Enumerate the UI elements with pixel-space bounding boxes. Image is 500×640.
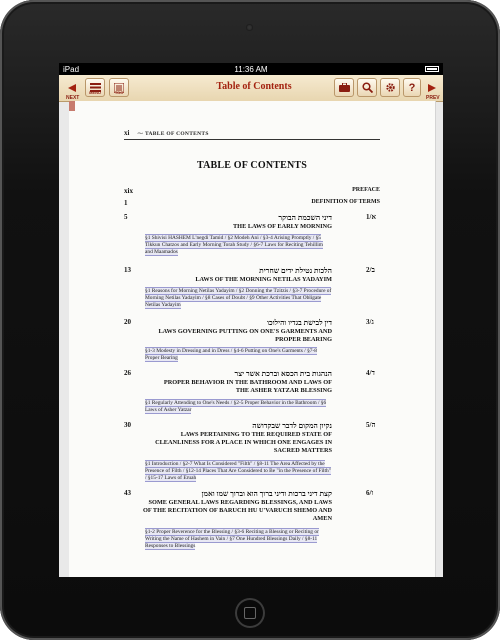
section-links[interactable]: §1 Introduction / §2-7 What Is Considered "Filth" / §8-11 The Area Affected by the Presence of Filth / §12-14 Places That Are Considered to Be "in the Presence of Filth" / §15-17 Laws of Eruah: [145, 461, 331, 482]
chapter-page: 30: [124, 421, 131, 429]
entry-page: xix: [124, 187, 133, 195]
next-button[interactable]: [63, 78, 81, 101]
chapter-number: א/1: [366, 213, 376, 221]
home-button[interactable]: [235, 598, 265, 628]
chapter-page: 20: [124, 318, 131, 326]
library-button[interactable]: [334, 78, 354, 97]
running-head-label: TABLE OF CONTENTS: [144, 131, 209, 137]
chapter-hebrew-title: נקיון המקום לדבר שבקדושה: [252, 421, 332, 430]
prev-button[interactable]: [423, 78, 441, 101]
chapter-title: LAWS GOVERNING PUTTING ON ONE'S GARMENTS AND PROPER BEARING: [158, 328, 332, 343]
chapter-hebrew-title: הנהגות בית הכסא וברכת אשר יצר: [234, 369, 332, 378]
help-button[interactable]: [403, 78, 421, 97]
chapter-page: 43: [124, 489, 131, 497]
chapter-title: SOME GENERAL LAWS REGARDING BLESSINGS, AND LAWS OF THE RECITATION OF BARUCH HU U'VARUCH SHEMO AND AMEN: [142, 499, 332, 522]
entry-page: 1: [124, 199, 128, 207]
chapter-number: ד/4: [366, 369, 375, 377]
carrier-label: iPad: [63, 64, 80, 74]
ornament-icon: ⁓: [137, 131, 144, 137]
gear-icon: [385, 82, 396, 93]
chapter-entry[interactable]: [124, 489, 380, 553]
chapter-title: THE LAWS OF EARLY MORNING: [232, 223, 332, 230]
menu-button[interactable]: [85, 78, 105, 97]
chapter-hebrew-title: דין לבישת בגדיו והילוכו: [267, 318, 332, 327]
clock: 11:36 AM: [234, 64, 268, 74]
section-links[interactable]: §1 Regularly Attending to One's Needs / §2-5 Proper Behavior in the Bathroom / §6 Laws of Asher Yatzar: [145, 400, 327, 414]
question-icon: ?: [408, 81, 416, 94]
section-links[interactable]: §1 Shivisi HASHEM L'negdi Tamid / §2 Modeh Ani / §3-4 Arising Promptly / §5 Tikkun Chatzos and Early Morning Torah Study / §6-7 Laws for Reciting Tehillim and Maamados: [145, 235, 323, 256]
search-button[interactable]: [357, 78, 377, 97]
battery-indicator: [425, 66, 439, 72]
chapter-page: 5: [124, 213, 128, 221]
status-bar: [59, 63, 443, 75]
header-rule: [124, 139, 380, 140]
section-links[interactable]: §1-2 Proper Reverence for the Blessing / §3-6 Reciting a Blessing or Reciting or Writing the Name of Hashem in Vain / §7 One Hundred Blessings Daily / §8-11 Responses to Blessings: [145, 529, 319, 550]
chapter-number: ב/2: [366, 266, 375, 274]
page-title: Table of Contents: [216, 81, 292, 92]
section-links[interactable]: §1 Reasons for Morning Netilas Yadayim / §2 Donning the Tzitzis / §3-7 Procedure of Morning Netilas Yadayim / §8 Cases of Doubt / §9 Other Activities That Obligate Netilas Yadayim: [145, 288, 332, 309]
left-arrow-icon: [67, 83, 77, 93]
toc-button[interactable]: [109, 78, 129, 97]
page-number: xi: [124, 129, 130, 137]
chapter-page: 26: [124, 369, 131, 377]
entry-title: DEFINITION OF TERMS: [311, 199, 380, 205]
search-icon: [362, 82, 373, 93]
chapter-title: LAWS PERTAINING TO THE REQUIRED STATE OF CLEANLINESS FOR A PLACE IN WHICH ONE ENGAGES IN SACRED MATTERS: [155, 431, 332, 454]
camera: [246, 24, 253, 31]
briefcase-icon: [339, 83, 350, 92]
chapter-page: 13: [124, 266, 131, 274]
section-links[interactable]: §1-3 Modesty in Dressing and in Dress / §4-6 Putting on One's Garments / §7-8 Proper Bearing: [145, 348, 317, 362]
chapter-number: ה/5: [366, 421, 376, 429]
toolbar: [59, 75, 443, 102]
toc-heading: TABLE OF CONTENTS: [196, 160, 308, 171]
chapter-number: ג/3: [366, 318, 374, 326]
right-arrow-icon: [427, 83, 437, 93]
running-head: [124, 129, 209, 137]
chapter-hebrew-title: הלכות נטילת ידים שחרית: [259, 266, 332, 275]
bookmark-icon[interactable]: [69, 101, 75, 111]
chapter-title: PROPER BEHAVIOR IN THE BATHROOM AND LAWS OF THE ASHER YATZAR BLESSING: [163, 379, 332, 394]
chapter-entry[interactable]: [124, 213, 380, 263]
chapter-number: ו/6: [366, 489, 374, 497]
menu-label: MENU: [89, 90, 101, 95]
chapter-entry[interactable]: [124, 318, 380, 368]
entry-title: PREFACE: [352, 187, 380, 193]
chapter-entry[interactable]: [124, 369, 380, 419]
toc-label: TOC: [114, 90, 124, 95]
chapter-links[interactable]: [145, 348, 332, 362]
chapter-hebrew-title: דיני השכמת הבוקר: [278, 213, 332, 222]
chapter-links[interactable]: [145, 529, 332, 550]
chapter-entry[interactable]: [124, 421, 380, 485]
chapter-links[interactable]: [145, 235, 332, 256]
chapter-links[interactable]: [145, 400, 332, 414]
chapter-hebrew-title: קצת דיני ברכות ודיני ברוך הוא וברוך שמו ואמן: [201, 489, 332, 498]
chapter-title: LAWS OF THE MORNING NETILAS YADAYIM: [195, 276, 332, 283]
chapter-links[interactable]: [145, 288, 332, 309]
prev-label: PREV: [426, 95, 440, 101]
chapter-links[interactable]: [145, 461, 332, 482]
chapter-entry[interactable]: [124, 266, 380, 316]
next-label: NEXT: [66, 95, 80, 101]
settings-button[interactable]: [380, 78, 400, 97]
